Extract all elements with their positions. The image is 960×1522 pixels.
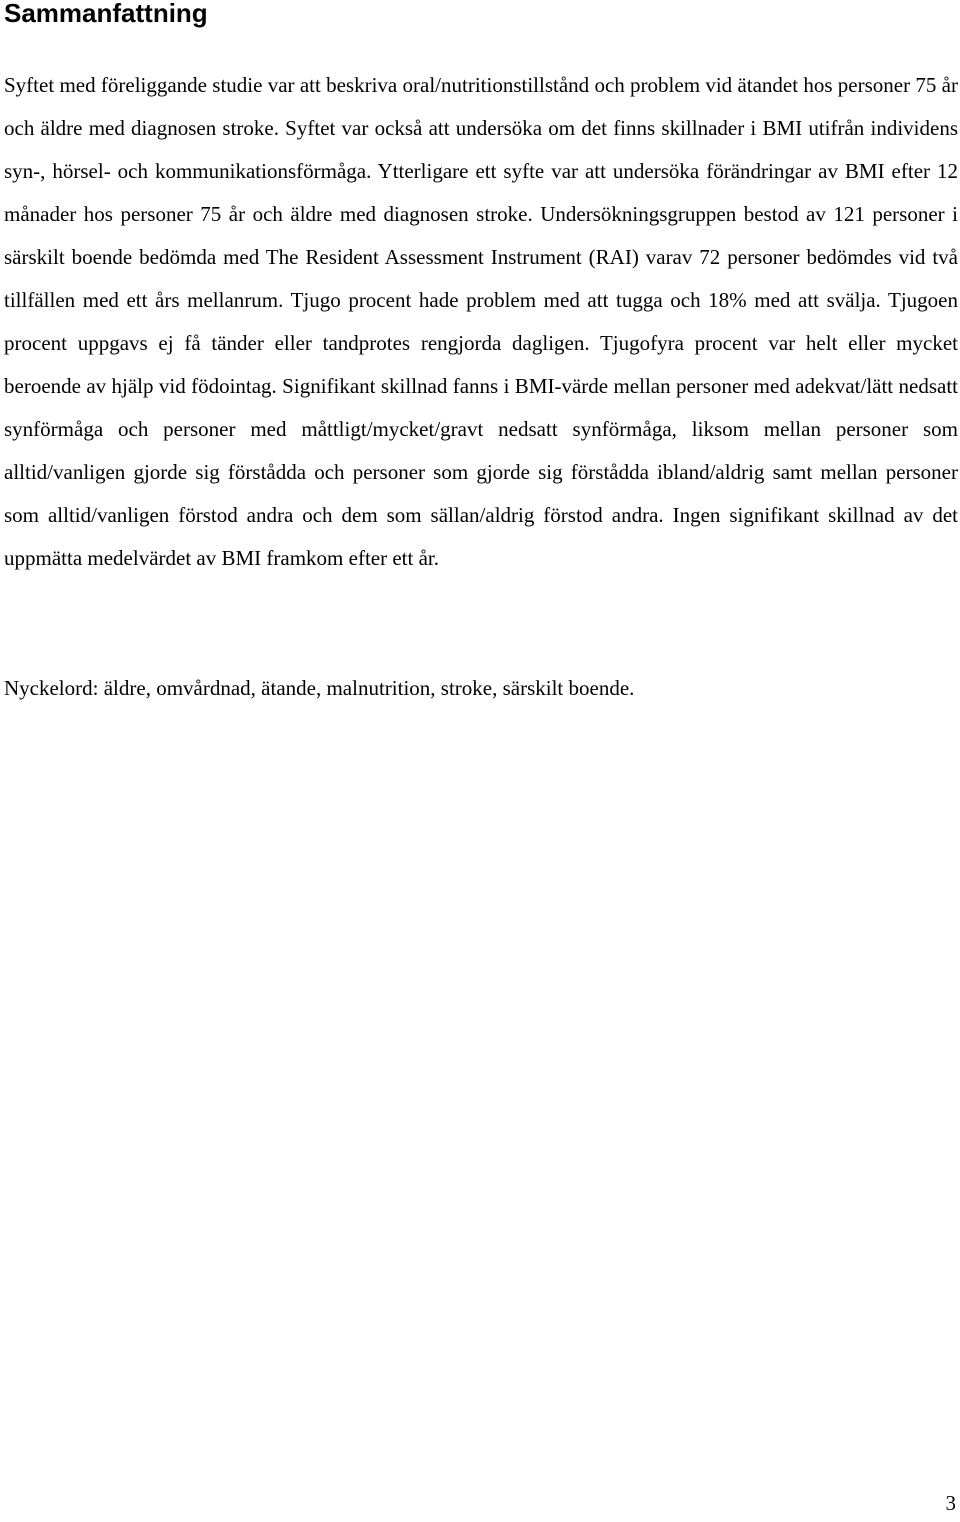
keywords-line: Nyckelord: äldre, omvårdnad, ätande, malnutrition, stroke, särskilt boende. — [4, 676, 635, 700]
abstract-paragraph: Syftet med föreliggande studie var att beskriva oral/nutritionstillstånd och problem vid ätandet hos personer 75 år och äldre med diagnosen stroke. Syftet var också att undersöka om det finns skillnader i BMI utifrån individens syn-, hörsel- och kommunikationsförmåga. Ytterligare ett syfte var att undersöka förändringar av BMI efter 12 månader hos personer 75 år och äldre med diagnosen stroke. Undersökningsgruppen bestod av 121 personer i särskilt boende bedömda med The Resident Assessment Instrument (RAI) varav 72 personer bedömdes vid två tillfällen med ett års mellanrum. Tjugo procent hade problem med att tugga och 18% med att svälja. Tjugoen procent uppgavs ej få tänder eller tandprotes rengjorda dagligen. Tjugofyra procent var helt eller mycket beroende av hjälp vid födointag. Signifikant skillnad fanns i BMI-värde mellan personer med adekvat/lätt nedsatt synförmåga och personer med måttligt/mycket/gravt nedsatt synförmåga, liksom mellan personer som alltid/vanligen gjorde sig förstådda och personer som gjorde sig förstådda ibland/aldrig samt mellan personer som alltid/vanligen förstod andra och dem som sällan/aldrig förstod andra. Ingen signifikant skillnad av det uppmätta medelvärdet av BMI framkom efter ett år. — [4, 73, 958, 570]
page-number: 3 — [945, 1491, 956, 1515]
page-title: Sammanfattning — [4, 0, 208, 28]
